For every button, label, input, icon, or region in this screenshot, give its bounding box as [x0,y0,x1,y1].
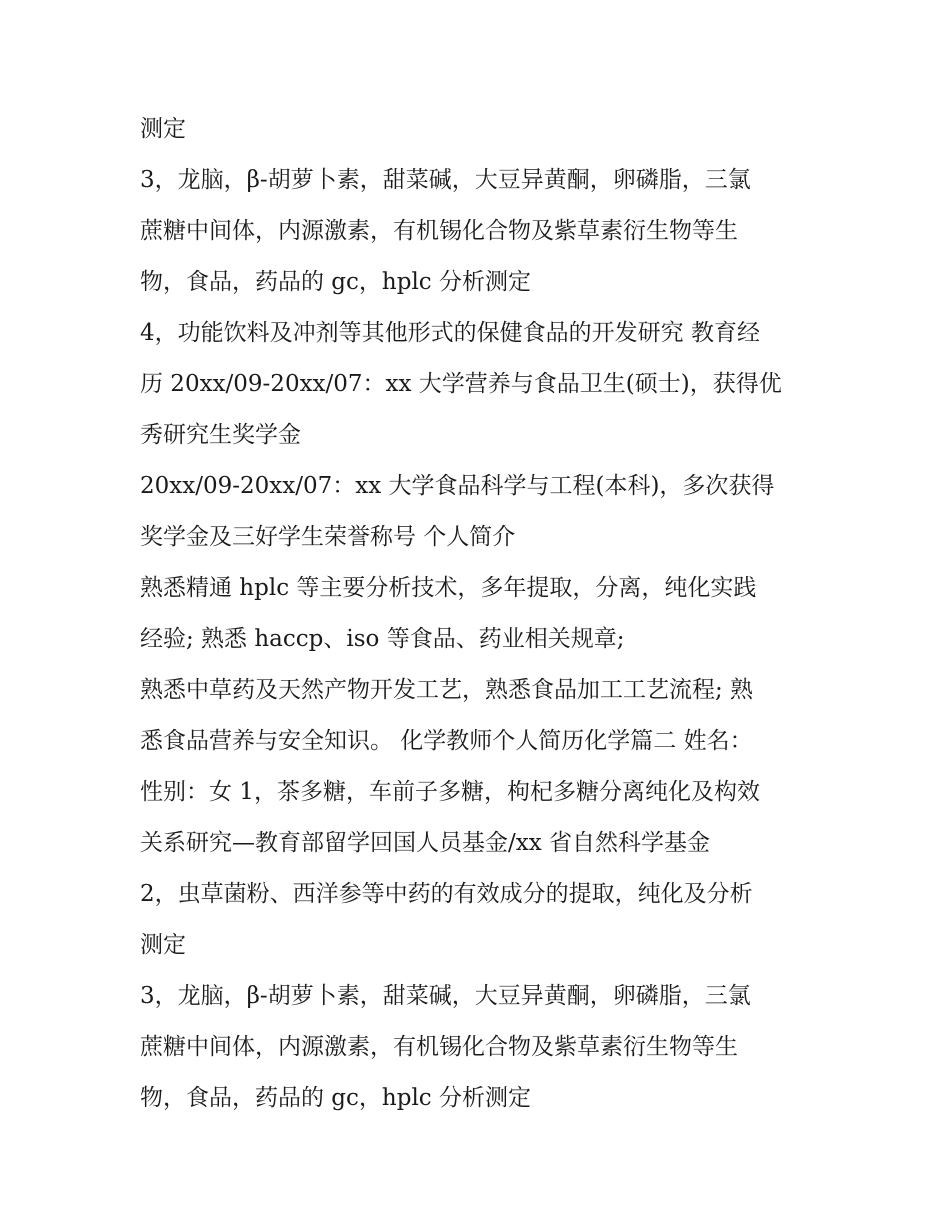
text-line: 20xx/09-20xx/07：xx 大学食品科学与工程(本科)，多次获得 [140,473,775,499]
text-line: 物，食品，药品的 gc，hplc 分析测定 [140,1085,531,1111]
text-line: 物，食品，药品的 gc，hplc 分析测定 [140,269,531,295]
text-line: 测定 [140,116,186,142]
text-line: 3，龙脑，β-胡萝卜素，甜菜碱，大豆异黄酮，卵磷脂，三氯 [140,983,751,1009]
text-line: 历 20xx/09-20xx/07：xx 大学营养与食品卫生(硕士)，获得优 [140,371,782,397]
text-line: 4，功能饮料及冲剂等其他形式的保健食品的开发研究 教育经 [140,320,760,346]
text-line: 蔗糖中间体，内源激素，有机锡化合物及紫草素衍生物等生 [140,218,738,244]
text-line: 悉食品营养与安全知识。 化学教师个人简历化学篇二 姓名： [140,728,753,754]
text-line: 3，龙脑，β-胡萝卜素，甜菜碱，大豆异黄酮，卵磷脂，三氯 [140,167,751,193]
text-line: 测定 [140,932,186,958]
text-line: 秀研究生奖学金 [140,422,301,448]
document-body [140,104,820,1124]
text-line: 奖学金及三好学生荣誉称号 个人简介 [140,524,516,550]
text-line: 2，虫草菌粉、西洋参等中药的有效成分的提取，纯化及分析 [140,881,753,907]
text-line: 蔗糖中间体，内源激素，有机锡化合物及紫草素衍生物等生 [140,1034,738,1060]
text-line: 经验; 熟悉 haccp、iso 等食品、药业相关规章; [140,626,625,652]
text-line: 关系研究—教育部留学回国人员基金/xx 省自然科学基金 [140,830,711,856]
text-line: 熟悉精通 hplc 等主要分析技术，多年提取，分离，纯化实践 [140,575,757,601]
text-line: 熟悉中草药及天然产物开发工艺，熟悉食品加工工艺流程; 熟 [140,677,754,703]
text-line: 性别：女 1，茶多糖，车前子多糖，枸杞多糖分离纯化及构效 [140,779,760,805]
